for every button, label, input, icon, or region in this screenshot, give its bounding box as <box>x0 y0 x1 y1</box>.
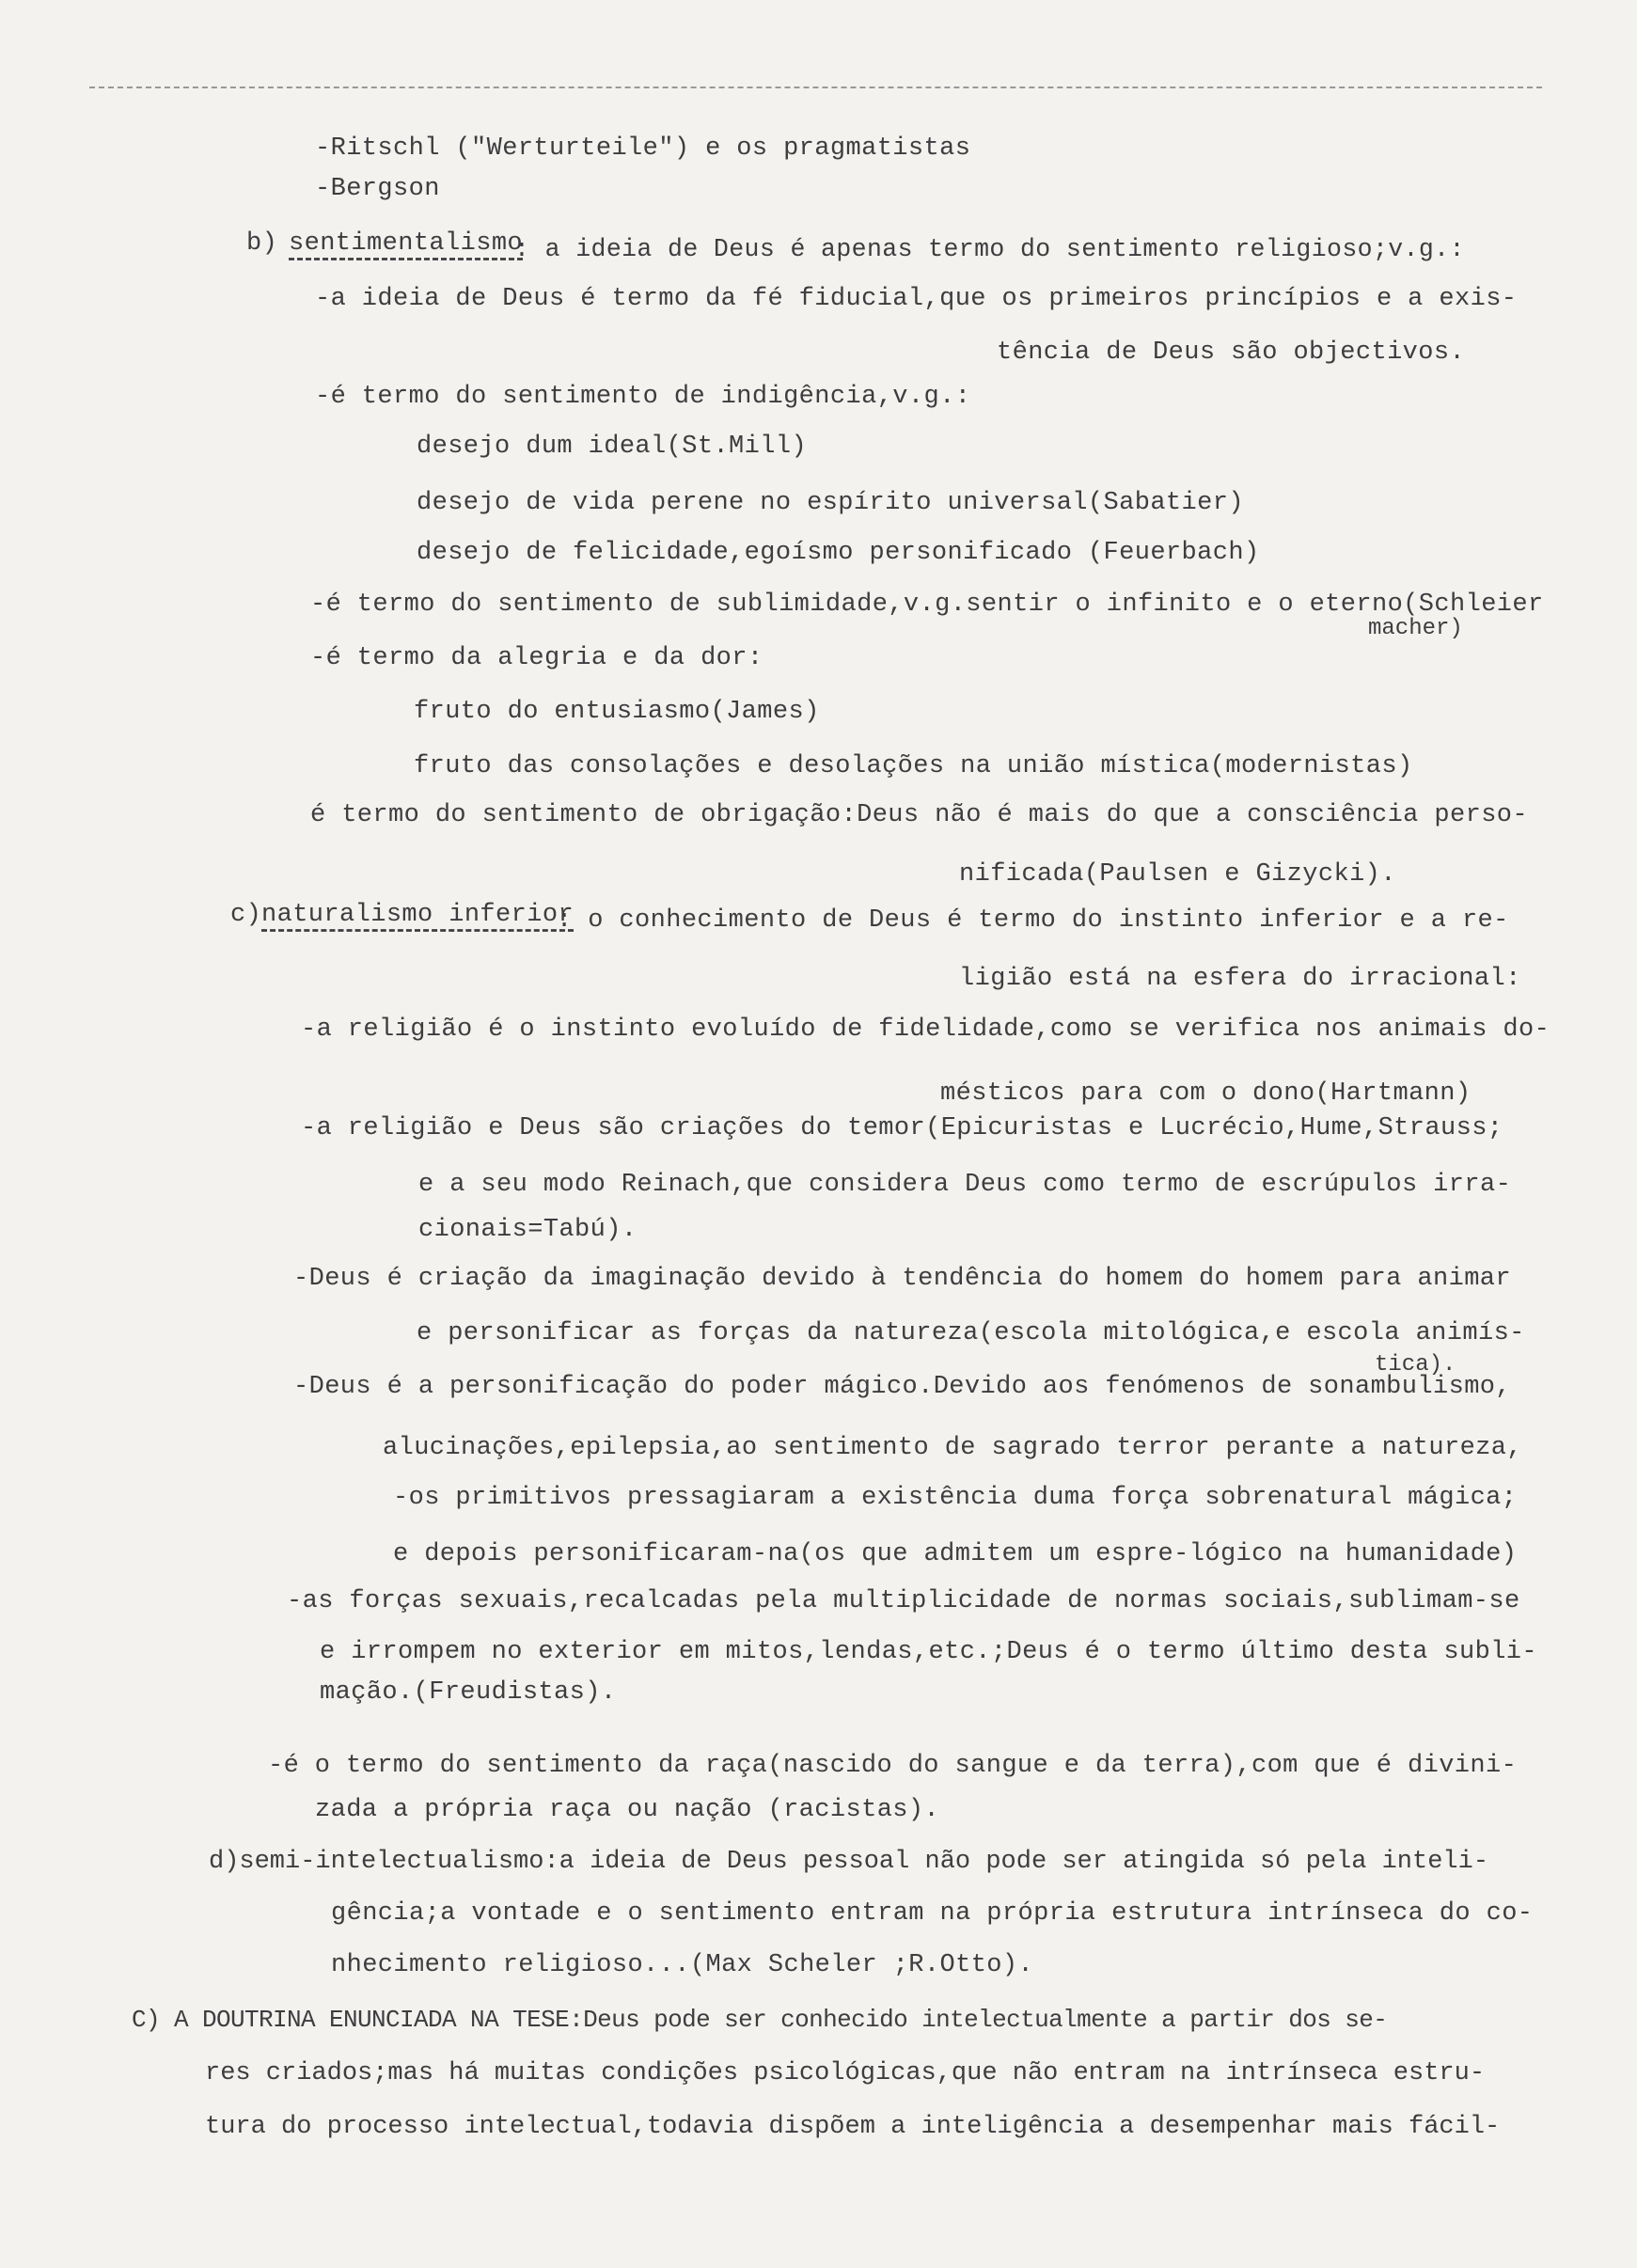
text-line: ligião está na esfera do irracional: <box>959 965 1521 993</box>
text-line: tência de Deus são objectivos. <box>997 339 1466 367</box>
section-heading: sentimentalismo <box>289 229 524 258</box>
text-line: nhecimento religioso...(Max Scheler ;R.Otto). <box>331 1951 1034 1979</box>
text-line: desejo de vida perene no espírito universal(Sabatier) <box>417 489 1244 517</box>
text-line: mação.(Freudistas). <box>320 1678 617 1707</box>
text-line: fruto do entusiasmo(James) <box>414 698 820 726</box>
section-heading-line: C) A DOUTRINA ENUNCIADA NA TESE:Deus pode ser conhecido intelectualmente a partir dos se- <box>132 2006 1388 2034</box>
text-line: desejo de felicidade,egoísmo personificado (Feuerbach) <box>417 539 1260 567</box>
text-line: -os primitivos pressagiaram a existência duma força sobrenatural mágica; <box>393 1484 1518 1512</box>
text-line: cionais=Tabú). <box>418 1216 637 1244</box>
text-line: e a seu modo Reinach,que considera Deus como termo de escrúpulos irra- <box>418 1171 1512 1199</box>
text-line: -a religião e Deus são criações do temor(Epicuristas e Lucrécio,Hume,Strauss; <box>301 1114 1503 1142</box>
text-line: desejo dum ideal(St.Mill) <box>417 433 808 461</box>
top-divider-line <box>89 87 1542 88</box>
text-line: gência;a vontade e o sentimento entram na própria estrutura intrínseca do co- <box>331 1899 1534 1928</box>
section-marker: b) <box>246 229 278 258</box>
text-line: -é termo do sentimento de sublimidade,v.g.sentir o infinito e o eterno(Schleier <box>310 591 1544 619</box>
text-line: res criados;mas há muitas condições psicológicas,que não entram na intrínseca estru- <box>205 2059 1486 2087</box>
text-line: : o conhecimento de Deus é termo do instinto inferior e a re- <box>557 906 1509 935</box>
text-line: -Deus é a personificação do poder mágico.Devido aos fenómenos de sonambulismo, <box>293 1373 1512 1401</box>
section-marker: c) <box>230 901 262 929</box>
text-line: zada a própria raça ou nação (racistas). <box>315 1796 940 1824</box>
text-line: -as forças sexuais,recalcadas pela multiplicidade de normas sociais,sublimam-se <box>287 1587 1520 1615</box>
text-line: mésticos para com o dono(Hartmann) <box>940 1079 1472 1108</box>
text-line: -a religião é o instinto evoluído de fidelidade,como se verifica nos animais do- <box>301 1016 1550 1044</box>
text-line: fruto das consolações e desolações na união mística(modernistas) <box>414 752 1413 780</box>
text-line: : a ideia de Deus é apenas termo do sentimento religioso;v.g.: <box>514 235 1465 263</box>
text-line: -é termo da alegria e da dor: <box>310 644 763 672</box>
text-line: -é o termo do sentimento da raça(nascido do sangue e da terra),com que é divini- <box>268 1752 1518 1780</box>
text-line: -Deus é criação da imaginação devido à tendência do homem do homem para animar <box>293 1265 1512 1293</box>
text-line: -Bergson <box>315 175 440 203</box>
text-line-continuation: macher) <box>1368 616 1463 641</box>
text-line-continuation: tica). <box>1375 1352 1456 1378</box>
text-line: e irrompem no exterior em mitos,lendas,etc.;Deus é o termo último desta subli- <box>320 1638 1538 1666</box>
text-line: alucinações,epilepsia,ao sentimento de sagrado terror perante a natureza, <box>383 1434 1522 1462</box>
text-line: d)semi-intelectualismo:a ideia de Deus pessoal não pode ser atingida só pela inteli- <box>209 1848 1489 1876</box>
text-line: -Ritschl ("Werturteile") e os pragmatistas <box>315 134 971 163</box>
text-line: tura do processo intelectual,todavia dispõem a inteligência a desempenhar mais fácil- <box>205 2113 1501 2141</box>
text-line: e personificar as forças da natureza(escola mitológica,e escola animís- <box>417 1319 1525 1347</box>
section-heading: naturalismo inferior <box>261 901 575 929</box>
text-line: nificada(Paulsen e Gizycki). <box>959 860 1396 889</box>
text-line: é termo do sentimento de obrigação:Deus não é mais do que a consciência perso- <box>310 801 1529 829</box>
text-line: -é termo do sentimento de indigência,v.g.: <box>315 383 971 411</box>
text-line: -a ideia de Deus é termo da fé fiducial,que os primeiros princípios e a exis- <box>315 285 1518 313</box>
text-line: e depois personificaram-na(os que admitem um espre-lógico na humanidade) <box>393 1540 1518 1568</box>
